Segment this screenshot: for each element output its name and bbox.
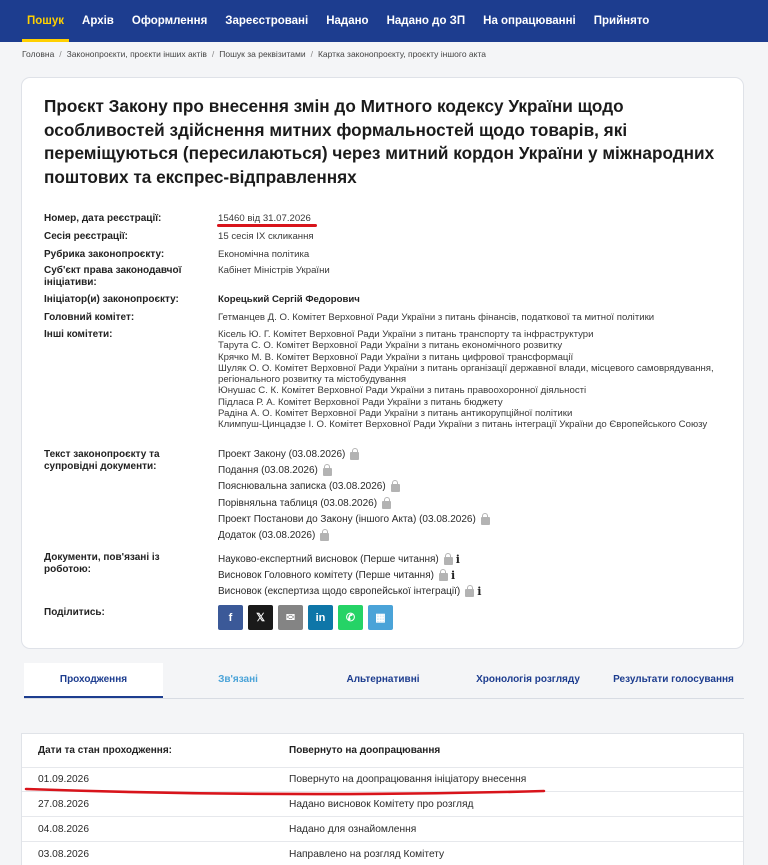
bill-title: Проєкт Закону про внесення змін до Митного кодексу України щодо особливостей здійснення митних формальностей щодо товарів, які переміщуються (пересилаються) через митний кордон України у міжнародних поштових та експрес-відправленнях: [44, 96, 715, 187]
main-committee-value: Гетманцев Д. О. Комітет Верховної Ради України з питань фінансів, податкової та митної політики: [218, 312, 655, 323]
tab-chronology[interactable]: Хронологія розгляду: [476, 674, 580, 685]
work-doc-link[interactable]: Висновок (експертиза щодо європейської інтеграції) i: [218, 585, 482, 598]
mail-icon[interactable]: ✉: [278, 605, 303, 630]
main-committee-label: Головний комітет:: [44, 312, 135, 323]
info-icon[interactable]: i: [477, 585, 482, 598]
session-label: Сесія реєстрації:: [44, 231, 128, 242]
other-committees-label: Інші комітети:: [44, 329, 113, 340]
lock-icon: [320, 533, 329, 541]
reg-label: Номер, дата реєстрації:: [44, 213, 162, 224]
row-state: Надано висновок Комітету про розгляд: [289, 799, 474, 810]
row-state: Надано для ознайомлення: [289, 824, 417, 835]
breadcrumb-current: Картка законопроєкту, проєкту іншого акта: [317, 49, 486, 59]
work-docs-label: Документи, пов'язані із роботою:: [44, 552, 160, 575]
share-buttons: [218, 605, 393, 630]
nav-in-processing[interactable]: На опрацюванні: [483, 15, 576, 27]
x-icon[interactable]: 𝕏: [248, 605, 273, 630]
row-state: Повернуто на доопрацювання ініціатору внесення: [289, 774, 527, 785]
row-state: Направлено на розгляд Комітету: [289, 849, 445, 860]
whatsapp-icon[interactable]: ✆: [338, 605, 363, 630]
qr-icon[interactable]: ▦: [368, 605, 393, 630]
other-committees-list: [218, 329, 723, 431]
rubric-label: Рубрика законопроєкту:: [44, 249, 165, 260]
committee-item: Климпуш-Цинцадзе І. О. Комітет Верховної Ради України з питань інтеграції України до Європейського Союзу: [218, 419, 708, 431]
breadcrumb-home[interactable]: Головна: [22, 49, 55, 59]
breadcrumb-separator: /: [310, 49, 313, 59]
share-label: Поділитись:: [44, 607, 105, 618]
doc-link[interactable]: Проект Закону (03.08.2026): [218, 449, 359, 460]
row-highlight-mark: [24, 786, 546, 796]
doc-link[interactable]: Додаток (03.08.2026): [218, 530, 329, 541]
tab-passage[interactable]: Проходження: [24, 663, 163, 698]
table-row: [22, 793, 743, 817]
committee-item: Підласа Р. А. Комітет Верховної Ради України з питань бюджету: [218, 396, 503, 408]
lock-icon: [391, 484, 400, 492]
column-header-state: Повернуто на доопрацювання: [289, 745, 441, 756]
initiator-label: Ініціатор(и) законопроєкту:: [44, 294, 179, 305]
committee-item: Шуляк О. О. Комітет Верховної Ради України з питань організації державної влади, місцевого самоврядування, регіонального розвитку та містобудування: [218, 362, 714, 386]
lock-icon: [382, 501, 391, 509]
subject-label: Суб'єкт права законодавчої ініціативи:: [44, 265, 182, 288]
committee-item: Крячко М. В. Комітет Верховної Ради України з питань цифрової трансформації: [218, 351, 574, 363]
column-header-date: Дати та стан проходження:: [38, 745, 172, 756]
breadcrumb-separator: /: [211, 49, 215, 59]
doc-link[interactable]: Проект Постанови до Закону (іншого Акта) (03.08.2026): [218, 514, 490, 525]
nav-drafting[interactable]: Оформлення: [131, 15, 208, 27]
history-table: [21, 733, 744, 865]
bill-card: [21, 77, 744, 649]
reg-value: 15460 від 31.07.2026: [218, 213, 311, 224]
doc-link[interactable]: Подання (03.08.2026): [218, 465, 332, 476]
table-header: [22, 734, 743, 768]
nav-registered[interactable]: Зареєстровані: [225, 15, 309, 27]
committee-item: Тарута С. О. Комітет Верховної Ради України з питань економічного розвитку: [218, 340, 563, 352]
nav-archive[interactable]: Архів: [82, 15, 114, 27]
row-date: 01.09.2026: [38, 774, 89, 785]
row-date: 27.08.2026: [38, 799, 89, 810]
lock-icon: [323, 468, 332, 476]
doc-link[interactable]: Порівняльна таблиця (03.08.2026): [218, 498, 391, 509]
row-date: 03.08.2026: [38, 849, 89, 860]
breadcrumb-bills[interactable]: Законопроєкти, проєкти інших актів: [66, 49, 207, 59]
top-navigation: [0, 0, 768, 42]
lock-icon: [465, 589, 474, 597]
lock-icon: [350, 452, 359, 460]
lock-icon: [444, 557, 453, 565]
row-date: 04.08.2026: [38, 824, 89, 835]
committee-item: Кісель Ю. Г. Комітет Верховної Ради України з питань транспорту та інфраструктури: [218, 329, 594, 340]
doc-link[interactable]: Пояснювальна записка (03.08.2026): [218, 481, 400, 492]
breadcrumb-search[interactable]: Пошук за реквізитами: [219, 49, 306, 59]
breadcrumb: [22, 49, 486, 59]
table-row: [22, 843, 743, 865]
lock-icon: [481, 517, 490, 525]
tab-voting-results[interactable]: Результати голосування: [613, 674, 734, 685]
table-row: [22, 818, 743, 842]
subject-value: Кабінет Міністрів України: [218, 265, 330, 276]
work-doc-link[interactable]: Висновок Головного комітету (Перше читання) i: [218, 569, 456, 582]
rubric-value: Економічна політика: [218, 249, 310, 260]
nav-adopted[interactable]: Прийнято: [593, 15, 650, 27]
nav-submitted-to-plenary[interactable]: Надано до ЗП: [386, 15, 466, 27]
info-icon[interactable]: i: [455, 553, 460, 566]
lock-icon: [439, 573, 448, 581]
reg-highlight-mark: [217, 224, 317, 227]
initiator-value[interactable]: Корецький Сергій Федорович: [218, 294, 360, 305]
work-doc-link[interactable]: Науково-експертний висновок (Перше читання) i: [218, 553, 460, 566]
committee-item: Юнушас С. К. Комітет Верховної Ради України з питань правоохоронної діяльності: [218, 385, 587, 397]
committee-item: Радіна А. О. Комітет Верховної Ради України з питань антикорупційної політики: [218, 408, 573, 420]
tab-related[interactable]: Зв'язані: [218, 674, 258, 685]
breadcrumb-separator: /: [59, 49, 62, 59]
nav-search[interactable]: Пошук: [18, 0, 73, 42]
tabs: [24, 663, 744, 699]
facebook-icon[interactable]: f: [218, 605, 243, 630]
info-icon[interactable]: i: [450, 569, 456, 582]
nav-submitted[interactable]: Надано: [326, 15, 369, 27]
session-value: 15 сесія IX скликання: [218, 231, 314, 242]
texts-label: Текст законопроєкту та супровідні документи:: [44, 449, 160, 472]
tab-alternative[interactable]: Альтернативні: [346, 674, 420, 685]
linkedin-icon[interactable]: in: [308, 605, 333, 630]
